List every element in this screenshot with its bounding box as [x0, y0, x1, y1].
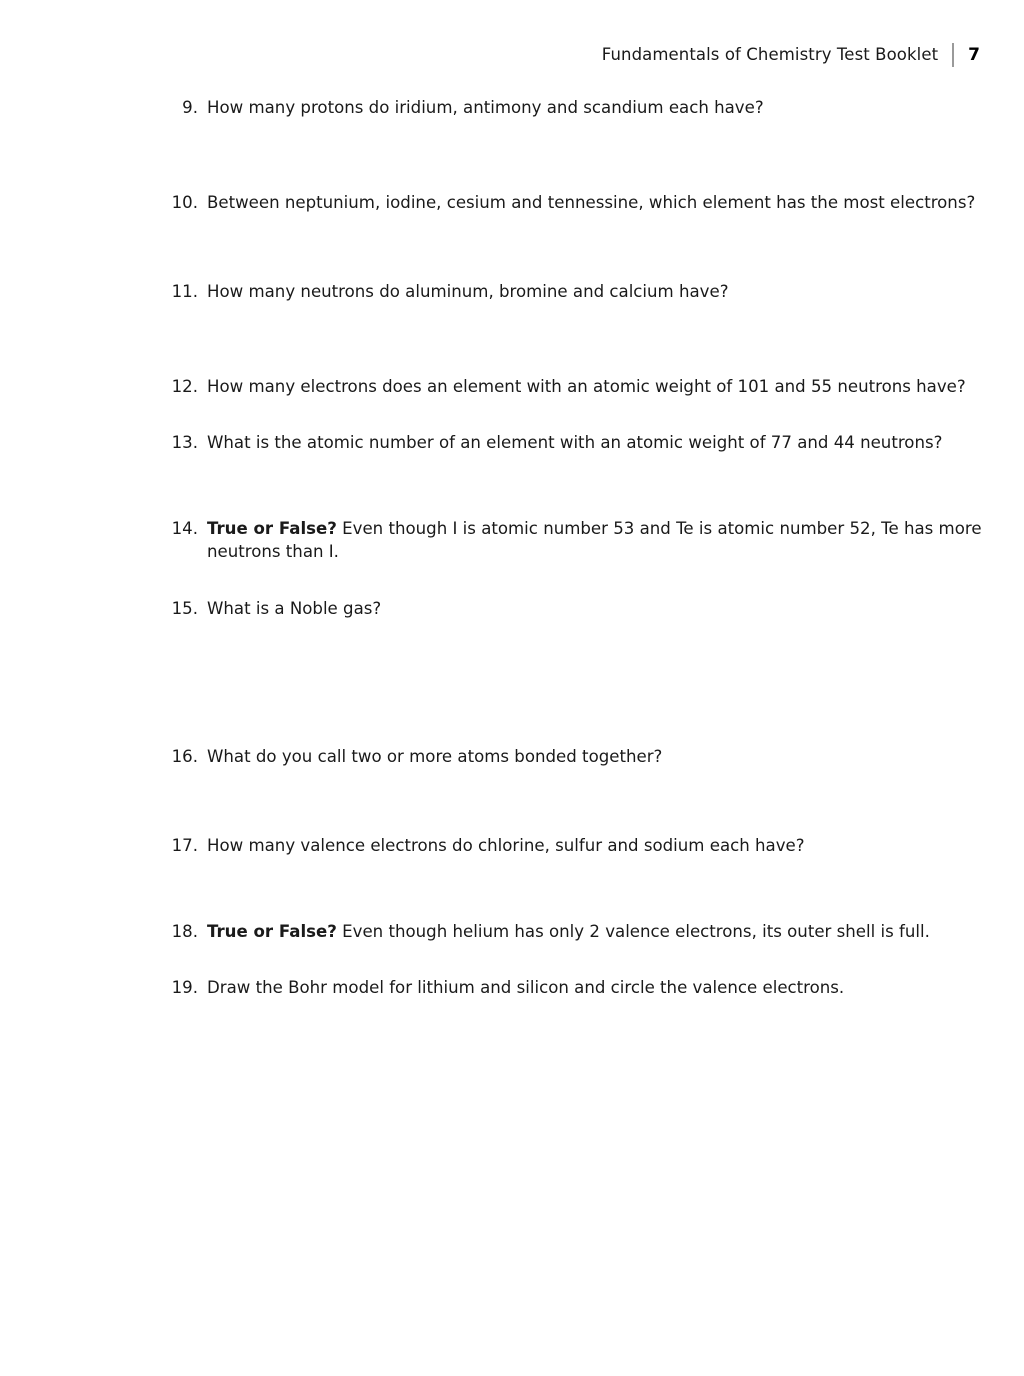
- question-body: Even though helium has only 2 valence electrons, its outer shell is full.: [342, 921, 930, 941]
- answer-space: [166, 455, 982, 517]
- question-item: [166, 280, 982, 304]
- question-number: 19.: [171, 978, 198, 998]
- question-text: How many neutrons do aluminum, bromine and calcium have?: [207, 282, 729, 302]
- question-lead: True or False?: [207, 921, 337, 941]
- answer-space: [166, 564, 982, 597]
- question-number: 15.: [171, 598, 198, 618]
- question-item: [166, 191, 982, 215]
- question-body: Even though I is atomic number 53 and Te is atomic number 52, Te has more neutrons than I.: [207, 518, 982, 562]
- running-header: [602, 42, 980, 68]
- answer-space: [166, 214, 982, 280]
- answer-space: [166, 304, 982, 375]
- question-item: [166, 517, 982, 564]
- answer-space: [166, 120, 982, 191]
- question-item: [166, 920, 982, 944]
- question-number: 18.: [171, 921, 198, 941]
- answer-space: [166, 398, 982, 431]
- answer-space: [166, 858, 982, 920]
- question-text: Draw the Bohr model for lithium and silicon and circle the valence electrons.: [207, 978, 845, 998]
- question-text: [207, 920, 982, 944]
- question-item: [166, 597, 982, 621]
- question-item: [166, 976, 982, 1000]
- question-item: [166, 431, 982, 455]
- question-text: What is the atomic number of an element with an atomic weight of 77 and 44 neutrons?: [207, 433, 943, 453]
- question-number: 12.: [171, 376, 198, 396]
- question-text: Between neptunium, iodine, cesium and tennessine, which element has the most electrons?: [207, 192, 976, 212]
- question-text: What do you call two or more atoms bonded together?: [207, 746, 663, 766]
- question-text: [207, 517, 982, 564]
- answer-space: [166, 621, 982, 745]
- page-number: 7: [968, 44, 980, 65]
- question-number: 10.: [171, 192, 198, 212]
- question-item: [166, 375, 982, 399]
- header-divider: [952, 43, 954, 67]
- answer-space: [166, 768, 982, 834]
- question-number: 13.: [171, 433, 198, 453]
- question-lead: True or False?: [207, 518, 337, 538]
- question-item: [166, 96, 982, 120]
- question-list: [166, 96, 982, 1000]
- question-number: 11.: [171, 282, 198, 302]
- question-number: 9.: [182, 98, 198, 117]
- question-text: How many protons do iridium, antimony and scandium each have?: [207, 98, 764, 117]
- question-number: 17.: [171, 836, 198, 856]
- question-item: [166, 745, 982, 769]
- question-text: How many electrons does an element with an atomic weight of 101 and 55 neutrons have?: [207, 376, 966, 396]
- question-text: What is a Noble gas?: [207, 598, 382, 618]
- booklet-title: Fundamentals of Chemistry Test Booklet: [601, 44, 939, 64]
- question-number: 14.: [171, 518, 198, 538]
- question-text: How many valence electrons do chlorine, sulfur and sodium each have?: [207, 836, 805, 856]
- answer-space: [166, 943, 982, 976]
- question-item: [166, 834, 982, 858]
- question-number: 16.: [171, 746, 198, 766]
